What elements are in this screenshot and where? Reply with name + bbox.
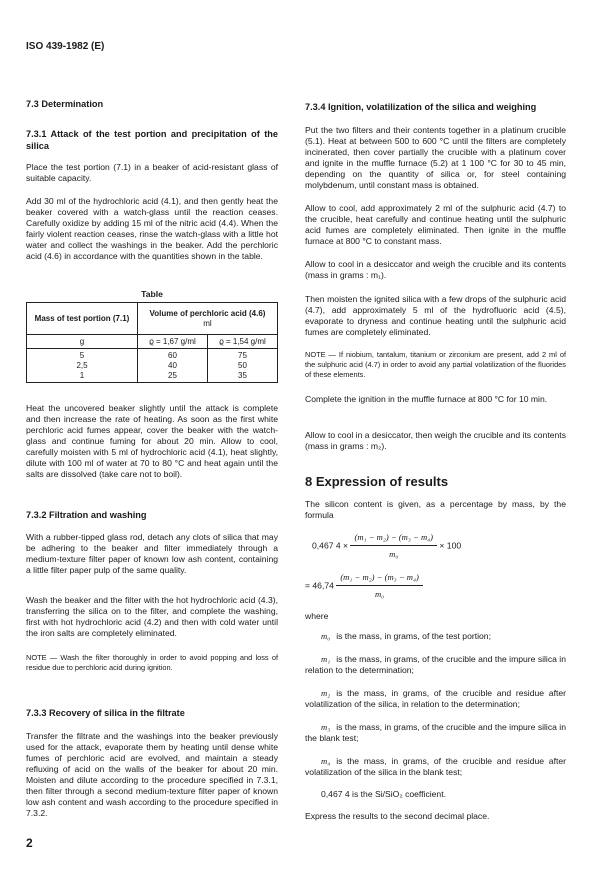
where-label: where [305,611,329,621]
section-heading-7-3-2: 7.3.2 Filtration and washing [26,510,147,520]
paragraph: Complete the ignition in the muffle furnace at 800 °C for 10 min. [305,394,548,404]
formula-fraction: $\frac{\text{(m₁ − m₂) − (m₃ − m₄)}}{\text{m₀}}$ [350,532,437,560]
definition-m2: m₂ is the mass, in grams, of the crucible and residue after volatilization of the silica, in relation to the determination; [305,688,566,709]
paragraph: Heat the uncovered beaker slightly until the attack is complete and then increase the rate of heating. As soon as the first white perchloric acid fumes appear, cover the beaker with the watch-glass and continue fuming for about 20 min. Allow to cool, carefully moisten with 5 ml of hydrochloric acid (4.1), heat slightly, dilute with 100 ml of water at 70 to 80 °C and heat again until the salts are dissolved (take care not to boil). [26,403,278,479]
coefficient-definition: 0,467 4 is the Si/SiO₂ coefficient. [321,789,446,799]
paragraph: With a rubber-tipped glass rod, detach any clots of silica that may be adhering to the beaker and filter immediately through a medium-texture filter paper of known low ash content, containing a little filter paper pulp of the same quality. [26,532,278,575]
table-unit-g: g [27,335,138,349]
paragraph: Transfer the filtrate and the washings into the beaker previously used for the attack, evaporate them by heating until dense white fumes of perchloric acid are evolved, and maintain a steady refluxing of acid on the walls of the beaker for about 20 min. Moisten and dilute according to the procedure specified in 7.3.1, then filter through a second medium-texture filter paper of known low ash content and wash according to the procedure specified in 7.3.2. [26,731,278,818]
perchloric-acid-table [26,302,278,383]
formula-multiplier: × 100 [439,540,462,551]
formula-2 [305,572,423,600]
table-cell: 5 2,5 1 [27,349,138,383]
table-density-1: ϱ = 1,67 g/ml [138,335,208,349]
paragraph: Allow to cool in a desiccator, then weigh the crucible and its contents (mass in grams : m₂). [305,430,566,451]
paragraph: Put the two filters and their contents together in a platinum crucible (5.1). Heat at between 500 to 600 °C until the filters are completely incinerated, then cover partially the crucible with a platinum cover and ignite in the muffle furnace (5.2) at 1 100 °C for 30 to 45 min, depending on the quantity of silica or, for steel containing molybdenum, until constant mass is obtained. [305,125,566,190]
page-number: 2 [26,836,33,850]
section-heading-7-3-3: 7.3.3 Recovery of silica in the filtrate [26,708,185,718]
paragraph: Then moisten the ignited silica with a few drops of the sulphuric acid (4.7), add approximately 5 ml of the hydrofluoric acid (4.5), evaporate to dryness and continue heating until the sulphuric acid fumes are completely eliminated. [305,294,566,337]
table-header-volume [138,303,278,335]
table-density-2: ϱ = 1,54 g/ml [207,335,277,349]
formula-coefficient: 0,467 4 × [312,540,349,551]
definition-m3: m₃ is the mass, in grams, of the crucible and the impure silica in the blank test; [305,722,566,743]
table-header-volume-label: Volume of perchloric acid (4.6) [149,308,266,318]
definition-m1: m₁ is the mass, in grams, of the crucible and the impure silica in relation to the determination; [305,654,566,675]
section-heading-8: 8 Expression of results [305,474,449,489]
paragraph: Allow to cool in a desiccator and weigh the crucible and its contents (mass in grams : m₁). [305,259,566,280]
table-header-mass: Mass of test portion (7.1) [27,303,138,335]
table-title: Table [141,289,163,299]
formula-coefficient: = 46,74 [305,580,334,591]
paragraph: Place the test portion (7.1) in a beaker of acid-resistant glass of suitable capacity. [26,162,278,183]
section-heading-7-3-1: 7.3.1 Attack of the test portion and precipitation of the silica [26,129,278,151]
formula-fraction: $\frac{\text{(m₁ − m₂) − (m₃ − m₄)}}{\text{m₀}}$ [336,572,423,600]
definition-m0: m₀ is the mass, in grams, of the test portion; [321,631,491,641]
section-heading-7-3-4: 7.3.4 Ignition, volatilization of the silica and weighing [305,102,537,112]
section-heading-7-3: 7.3 Determination [26,99,104,109]
paragraph: Allow to cool, add approximately 2 ml of the sulphuric acid (4.7) to the crucible, heat carefully and continue heating until the sulphuric acid fumes are completely eliminated. Then ignite in the muffle furnace at 800 °C to constant mass. [305,203,566,246]
note: NOTE — If niobium, tantalum, titanium or zirconium are present, add 2 ml of the sulphuric acid (4.7) in order to avoid any partial volatilization of the fluorides of these elements. [305,350,566,379]
formula-1 [312,532,461,560]
table-header-unit: ml [203,318,212,328]
paragraph: Wash the beaker and the filter with the hot hydrochloric acid (4.3), transferring the silica on to the filter, and complete the washing, first with hot hydrochloric acid (4.2) and then with cold water until the iron salts are completely eliminated. [26,595,278,638]
definition-m4: m₄ is the mass, in grams, of the crucible and residue after volatilization of the silica in the blank test; [305,756,566,777]
table-cell: 60 40 25 [138,349,208,383]
table-cell: 75 50 35 [207,349,277,383]
note: NOTE — Wash the filter thoroughly in order to avoid popping and loss of residue due to perchloric acid during ignition. [26,653,278,672]
paragraph: Add 30 ml of the hydrochloric acid (4.1), and then gently heat the beaker covered with a watch-glass until the reaction ceases. Carefully oxidize by adding 15 ml of the nitric acid (4.4). When the fairly violent reaction ceases, rinse the watch-glass with a little hot water and collect the washings in the beaker. Add the perchloric acid (4.6) in accordance with the quantities shown in the table. [26,196,278,261]
paragraph: Express the results to the second decimal place. [305,811,490,821]
document-header: ISO 439-1982 (E) [26,41,105,52]
paragraph: The silicon content is given, as a percentage by mass, by the formula [305,499,566,520]
